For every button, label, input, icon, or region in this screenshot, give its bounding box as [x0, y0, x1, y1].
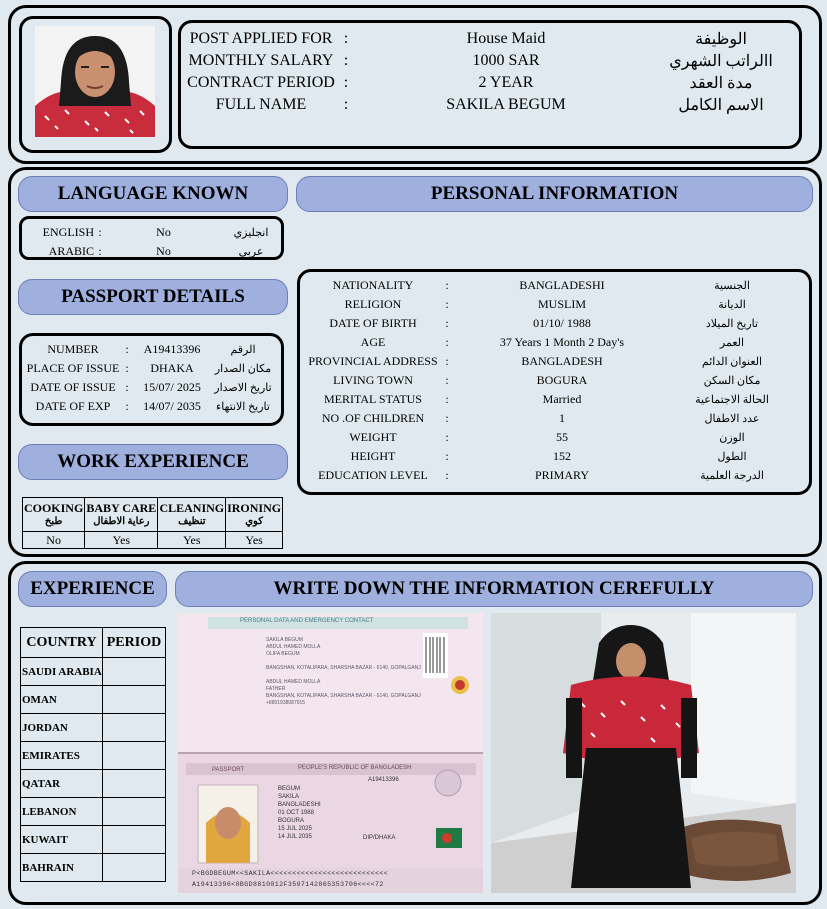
passport-separator: :	[125, 342, 129, 356]
passport-label: DATE OF EXP	[35, 399, 111, 413]
personal-label: NATIONALITY	[332, 278, 414, 292]
work-skill-header	[226, 498, 283, 532]
language-separator: :	[98, 225, 102, 239]
scan-top-heading: PERSONAL DATA AND EMERGENCY CONTACT	[240, 618, 374, 624]
job-info-separator: :	[343, 96, 349, 113]
personal-separator: :	[445, 335, 449, 349]
scan-dob: 01 OCT 1988	[278, 810, 314, 816]
personal-value: PRIMARY	[534, 468, 590, 482]
passport-separator: :	[125, 361, 129, 375]
personal-arabic: الدرجة العلمية	[700, 470, 764, 482]
personal-separator: :	[445, 449, 449, 463]
passport-arabic: تاريخ الانتهاء	[216, 401, 270, 413]
job-info-arabic: الوظيفة	[695, 31, 747, 48]
personal-label: EDUCATION LEVEL	[318, 468, 428, 482]
passport-value: DHAKA	[150, 361, 194, 375]
write-down-banner: WRITE DOWN THE INFORMATION CEREFULLY	[175, 571, 813, 607]
job-info-value: SAKILA BEGUM	[446, 96, 566, 113]
period-column-header: PERIOD	[102, 628, 165, 658]
country-name: OMAN	[21, 686, 103, 714]
job-info-label: POST APPLIED FOR	[189, 30, 333, 47]
work-skill-value: Yes	[226, 532, 283, 549]
scan-field	[206, 672, 386, 679]
passport-arabic: مكان الصدار	[214, 363, 272, 375]
portrait-photo	[35, 26, 155, 137]
personal-separator: :	[445, 354, 449, 368]
scan-passport-number: A19413396	[368, 777, 399, 783]
work-skill-header	[158, 498, 226, 532]
country-row	[21, 714, 166, 742]
country-period[interactable]	[102, 742, 165, 770]
scan-issue-date: 15 JUL 2025	[278, 826, 312, 832]
country-row	[21, 658, 166, 686]
job-info-arabic: مدة العقد	[689, 75, 753, 92]
country-period[interactable]	[102, 686, 165, 714]
personal-arabic: عدد الاطفال	[704, 413, 760, 425]
language-arabic: انجليزي	[233, 227, 269, 239]
passport-row	[24, 378, 274, 397]
job-info-row	[186, 95, 786, 115]
work-skill-value: No	[23, 532, 85, 549]
language-row	[24, 242, 281, 261]
work-skill-ar: كوي	[245, 515, 263, 527]
scan-field: ABDUL HAMED MOLLA	[266, 644, 321, 650]
scan-field: BANGSHAN, KOTALIPARA, SHARSHA BAZAR - 6140, GOPALGANJ	[266, 665, 421, 671]
scan-given-name: SAKILA	[278, 794, 300, 800]
scan-field: ABDUL HAMED MOLLA	[266, 679, 321, 685]
job-info-label: CONTRACT PERIOD	[187, 74, 335, 91]
job-info-arabic: الاسم الكامل	[678, 97, 764, 114]
personal-value: 37 Years 1 Month 2 Day's	[499, 335, 625, 349]
personal-label: MERITAL STATUS	[324, 392, 422, 406]
personal-row	[304, 333, 792, 352]
language-value: No	[156, 225, 171, 239]
scan-passport-label: PASSPORT	[212, 767, 245, 773]
personal-separator: :	[445, 430, 449, 444]
personal-label: AGE	[360, 335, 386, 349]
personal-separator: :	[445, 278, 449, 292]
language-label: ENGLISH	[42, 225, 94, 239]
personal-separator: :	[445, 411, 449, 425]
experience-heading: EXPERIENCE	[18, 571, 167, 607]
personal-row	[304, 352, 792, 371]
scan-expiry-date: 14 JUL 2035	[278, 834, 312, 840]
personal-value: 55	[556, 430, 568, 444]
country-row	[21, 742, 166, 770]
scan-field: FATHER	[266, 686, 286, 692]
work-skill-en: COOKING	[23, 500, 84, 515]
passport-row	[24, 359, 274, 378]
passport-value: 14/07/ 2035	[143, 399, 201, 413]
passport-value: 15/07/ 2025	[143, 380, 201, 394]
scan-nationality: BANGLADESHI	[278, 802, 321, 808]
personal-label: NO .OF CHILDREN	[321, 411, 425, 425]
personal-label: RELIGION	[344, 297, 402, 311]
work-skill-en: CLEANING	[159, 500, 225, 515]
personal-row	[304, 466, 792, 485]
work-skill-ar: تنظيف	[178, 515, 206, 527]
country-name: EMIRATES	[21, 742, 103, 770]
personal-arabic: العنوان الدائم	[701, 356, 763, 368]
passport-arabic: الرقم	[230, 344, 256, 356]
personal-label: LIVING TOWN	[333, 373, 413, 387]
personal-arabic: الجنسية	[714, 280, 750, 292]
country-period[interactable]	[102, 770, 165, 798]
passport-scan-image	[178, 613, 483, 893]
language-row	[24, 223, 281, 242]
work-experience-heading: WORK EXPERIENCE	[18, 444, 288, 480]
country-period[interactable]	[102, 826, 165, 854]
language-separator: :	[98, 244, 102, 258]
job-info-separator: :	[343, 74, 349, 91]
personal-information-heading: PERSONAL INFORMATION	[296, 176, 813, 212]
work-experience-table	[22, 497, 283, 549]
country-row	[21, 826, 166, 854]
personal-arabic: الطول	[717, 451, 747, 463]
country-period[interactable]	[102, 854, 165, 882]
work-skill-en: BABY CARE	[86, 500, 157, 515]
personal-arabic: الحالة الاجتماعية	[695, 394, 769, 406]
personal-row	[304, 371, 792, 390]
scan-authority: DIP/DHAKA	[363, 835, 396, 841]
country-row	[21, 686, 166, 714]
country-period[interactable]	[102, 714, 165, 742]
personal-separator: :	[445, 316, 449, 330]
personal-row	[304, 295, 792, 314]
personal-row	[304, 428, 792, 447]
country-name: BAHRAIN	[21, 854, 103, 882]
personal-label: DATE OF BIRTH	[329, 316, 417, 330]
job-info-value: 2 YEAR	[478, 74, 534, 91]
passport-label: NUMBER	[47, 342, 99, 356]
job-info-row	[186, 51, 786, 71]
country-name: SAUDI ARABIA	[21, 658, 103, 686]
job-info-arabic: االراتب الشهري	[669, 53, 773, 70]
personal-row	[304, 390, 792, 409]
personal-separator: :	[445, 468, 449, 482]
personal-row	[304, 409, 792, 428]
country-column-header: COUNTRY	[21, 628, 103, 658]
scan-pob: BOGURA	[278, 818, 305, 824]
work-skill-value: Yes	[158, 532, 226, 549]
job-info-value: House Maid	[466, 30, 546, 47]
country-name: JORDAN	[21, 714, 103, 742]
country-period[interactable]	[102, 658, 165, 686]
personal-arabic: الوزن	[719, 432, 745, 444]
personal-separator: :	[445, 392, 449, 406]
country-name: KUWAIT	[21, 826, 103, 854]
personal-row	[304, 314, 792, 333]
personal-value: 1	[559, 411, 565, 425]
scan-surname: BEGUM	[278, 786, 301, 792]
personal-value: BANGLADESH	[521, 354, 603, 368]
scan-field: +8801938087915	[266, 700, 306, 706]
personal-value: Married	[542, 392, 582, 406]
job-info-separator: :	[343, 52, 349, 69]
language-label: ARABIC	[48, 244, 94, 258]
personal-label: HEIGHT	[350, 449, 396, 463]
job-info-row	[186, 73, 786, 93]
work-skill-ar: رعاية الاطفال	[93, 515, 150, 527]
scan-field: SAKILA BEGUM	[266, 637, 303, 643]
personal-value: 152	[553, 449, 571, 463]
country-row	[21, 798, 166, 826]
work-skill-ar: طبخ	[44, 515, 63, 527]
country-period[interactable]	[102, 798, 165, 826]
scan-field: BANGSHAN, KOTALIPARA, SHARSHA BAZAR - 6140, GOPALGANJ	[266, 693, 421, 699]
full-body-photo	[491, 613, 796, 893]
personal-arabic: تاريخ الميلاد	[705, 318, 759, 330]
language-known-heading: LANGUAGE KNOWN	[18, 176, 288, 212]
language-arabic: عربي	[238, 246, 264, 258]
passport-row	[24, 397, 274, 416]
personal-separator: :	[445, 297, 449, 311]
work-skill-value: Yes	[85, 532, 158, 549]
personal-arabic: الديانة	[718, 299, 746, 311]
personal-value: 01/10/ 1988	[533, 316, 591, 330]
scan-mrz-line-1: P<BGDBEGUM<<SAKILA<<<<<<<<<<<<<<<<<<<<<<<<<<<	[192, 870, 389, 877]
country-name: LEBANON	[21, 798, 103, 826]
personal-arabic: العمر	[719, 337, 745, 349]
passport-label: DATE OF ISSUE	[30, 380, 116, 394]
scan-country-heading: PEOPLE'S REPUBLIC OF BANGLADESH	[298, 765, 412, 771]
passport-details-heading: PASSPORT DETAILS	[18, 279, 288, 315]
job-info-value: 1000 SAR	[472, 52, 540, 69]
personal-value: MUSLIM	[537, 297, 586, 311]
personal-label: WEIGHT	[349, 430, 397, 444]
work-skill-header	[23, 498, 85, 532]
job-info-separator: :	[343, 30, 349, 47]
job-info-label: FULL NAME	[215, 96, 307, 113]
work-skill-en: IRONING	[227, 500, 282, 515]
passport-arabic: تاريخ الاصدار	[214, 382, 272, 394]
passport-separator: :	[125, 380, 129, 394]
country-row	[21, 770, 166, 798]
job-info-row	[186, 29, 786, 49]
personal-separator: :	[445, 373, 449, 387]
job-info-label: MONTHLY SALARY	[188, 52, 334, 69]
personal-row	[304, 276, 792, 295]
scan-mrz-line-2: A19413396<0BGD8810012F3507142865353706<<<<72	[192, 881, 384, 888]
personal-value: BANGLADESHI	[519, 278, 605, 292]
country-row	[21, 854, 166, 882]
scan-field	[206, 658, 386, 665]
country-experience-table	[20, 627, 166, 882]
scan-field: OLIFA BEGUM	[266, 651, 300, 657]
passport-label: PLACE OF ISSUE	[26, 361, 120, 375]
work-skill-header	[85, 498, 158, 532]
country-name: QATAR	[21, 770, 103, 798]
personal-arabic: مكان السكن	[703, 375, 761, 387]
personal-row	[304, 447, 792, 466]
personal-value: BOGURA	[536, 373, 588, 387]
passport-separator: :	[125, 399, 129, 413]
personal-label: PROVINCIAL ADDRESS	[308, 354, 438, 368]
passport-row	[24, 340, 274, 359]
language-value: No	[156, 244, 171, 258]
passport-value: A19413396	[143, 342, 201, 356]
